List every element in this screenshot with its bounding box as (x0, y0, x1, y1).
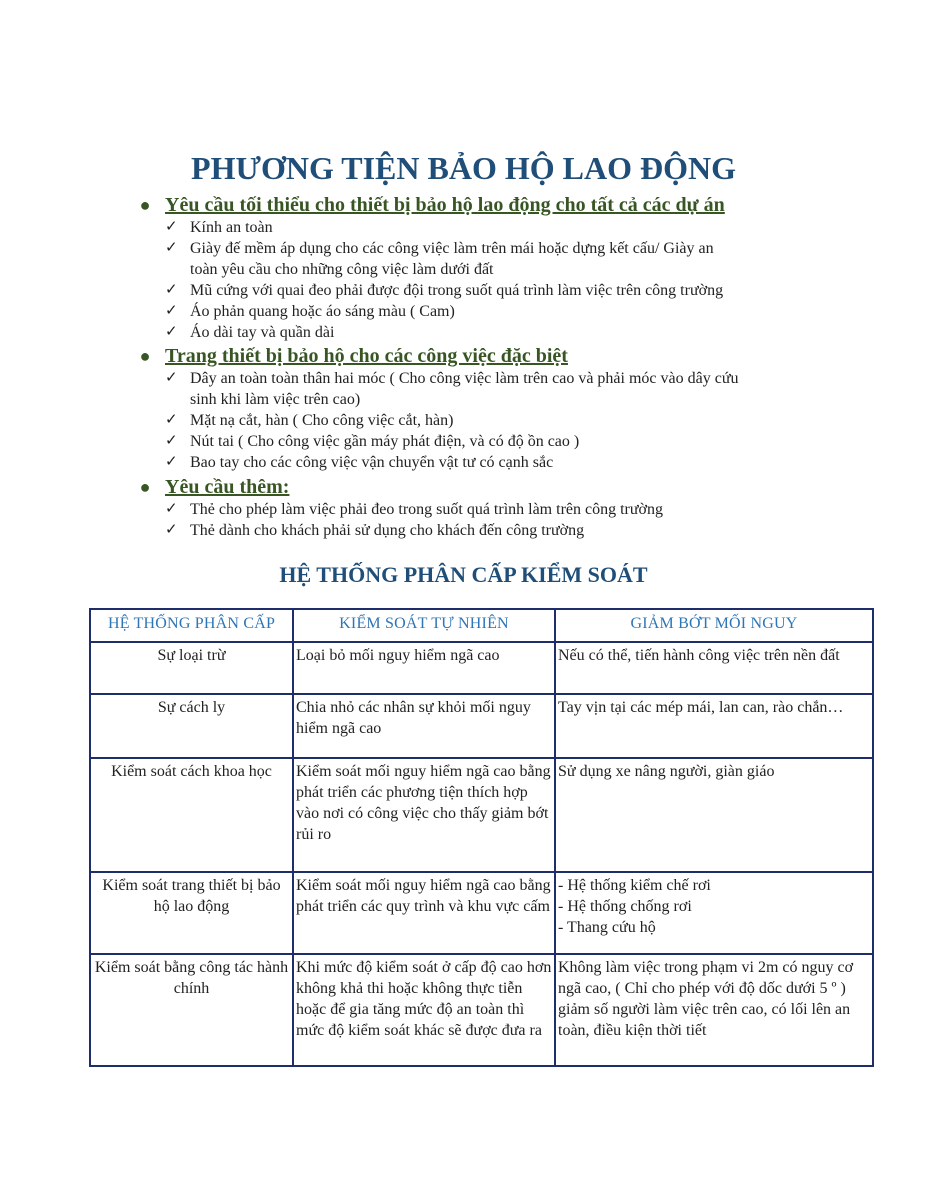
checkmark-icon: ✓ (165, 454, 178, 470)
checkmark-icon: ✓ (165, 240, 178, 256)
table-cell: Nếu có thể, tiến hành công việc trên nền đất (555, 642, 873, 694)
list-item: ✓ Áo dài tay và quần dài (165, 324, 335, 341)
bullet-icon: ● (139, 346, 151, 366)
checkmark-icon: ✓ (165, 412, 178, 428)
table-cell: Kiểm soát mối nguy hiểm ngã cao bằng phát triển các quy trình và khu vực cấm (293, 872, 555, 954)
list-item: ✓ Mặt nạ cắt, hàn ( Cho công việc cắt, hàn) (165, 412, 454, 429)
checkmark-icon: ✓ (165, 370, 178, 386)
control-hierarchy-table (89, 608, 874, 1067)
list-item: ✓ Dây an toàn toàn thân hai móc ( Cho công việc làm trên cao và phải móc vào dây cứu (165, 370, 739, 387)
table-cell: Kiểm soát cách khoa học (90, 758, 293, 872)
table-cell: Sử dụng xe nâng người, giàn giáo (555, 758, 873, 872)
table-cell: Chia nhỏ các nhân sự khỏi mối nguy hiểm ngã cao (293, 694, 555, 758)
section-additional-requirements (135, 475, 855, 541)
table-row (90, 872, 873, 954)
list-item: ✓ Thẻ cho phép làm việc phải đeo trong suốt quá trình làm trên công trường (165, 501, 664, 518)
table-row (90, 694, 873, 758)
list-item-continuation: sinh khi làm việc trên cao) (190, 391, 361, 408)
section-special-equipment (135, 344, 855, 473)
list-item: ✓ Bao tay cho các công việc vận chuyển vật tư có cạnh sắc (165, 454, 554, 471)
list-item: ✓ Thẻ dành cho khách phải sử dụng cho khách đến công trường (165, 522, 585, 539)
table-row (90, 758, 873, 872)
list-item: ✓ Kính an toàn (165, 219, 273, 236)
table-cell: Tay vịn tại các mép mái, lan can, rào chắn… (555, 694, 873, 758)
checkmark-icon: ✓ (165, 219, 178, 235)
table-row (90, 954, 873, 1066)
section-heading: Trang thiết bị bảo hộ cho các công việc đặc biệt (165, 345, 568, 367)
list-item: ✓ Áo phản quang hoặc áo sáng màu ( Cam) (165, 303, 455, 320)
column-header: GIẢM BỚT MỐI NGUY (555, 609, 873, 642)
section-heading: Yêu cầu thêm: (165, 476, 290, 498)
list-item-continuation: toàn yêu cầu cho những công việc làm dưới đất (190, 261, 494, 278)
section-heading: Yêu cầu tối thiểu cho thiết bị bảo hộ lao động cho tất cả các dự án (165, 194, 725, 216)
column-header: HỆ THỐNG PHÂN CẤP (90, 609, 293, 642)
page-title: PHƯƠNG TIỆN BẢO HỘ LAO ĐỘNG (191, 150, 736, 186)
table-cell: Kiểm soát trang thiết bị bảo hộ lao động (90, 872, 293, 954)
checkmark-icon: ✓ (165, 522, 178, 538)
section-minimum-requirements (135, 193, 855, 343)
table-cell: Loại bỏ mối nguy hiểm ngã cao (293, 642, 555, 694)
table-cell: - Hệ thống kiểm chế rơi - Hệ thống chống rơi - Thang cứu hộ (555, 872, 873, 954)
table-row (90, 642, 873, 694)
checkmark-icon: ✓ (165, 324, 178, 340)
table-cell: Khi mức độ kiểm soát ở cấp độ cao hơn không khả thi hoặc không thực tiễn hoặc để gia tăng mức độ an toàn thì mức độ kiểm soát khác sẽ được đưa ra (293, 954, 555, 1066)
table-cell: Kiểm soát bằng công tác hành chính (90, 954, 293, 1066)
section-title-control-hierarchy: HỆ THỐNG PHÂN CẤP KIỂM SOÁT (279, 562, 648, 587)
table-cell: Sự cách ly (90, 694, 293, 758)
checkmark-icon: ✓ (165, 282, 178, 298)
bullet-icon: ● (139, 195, 151, 215)
column-header: KIỂM SOÁT TỰ NHIÊN (293, 609, 555, 642)
table-cell: Sự loại trừ (90, 642, 293, 694)
table-header-row (90, 609, 873, 642)
checkmark-icon: ✓ (165, 433, 178, 449)
checkmark-icon: ✓ (165, 303, 178, 319)
checkmark-icon: ✓ (165, 501, 178, 517)
table-cell: Không làm việc trong phạm vi 2m có nguy cơ ngã cao, ( Chỉ cho phép với độ dốc dưới 5 º ) giảm số người làm việc trên cao, có lối lên an toàn, điều kiện thời tiết (555, 954, 873, 1066)
table-cell: Kiểm soát mối nguy hiểm ngã cao bằng phát triển các phương tiện thích hợp vào nơi có công việc cho thấy giảm bớt rủi ro (293, 758, 555, 872)
bullet-icon: ● (139, 477, 151, 497)
list-item: ✓ Giày đế mềm áp dụng cho các công việc làm trên mái hoặc dựng kết cấu/ Giày an (165, 240, 714, 257)
list-item: ✓ Nút tai ( Cho công việc gần máy phát điện, và có độ ồn cao ) (165, 433, 580, 450)
list-item: ✓ Mũ cứng với quai đeo phải được đội trong suốt quá trình làm việc trên công trường (165, 282, 724, 299)
